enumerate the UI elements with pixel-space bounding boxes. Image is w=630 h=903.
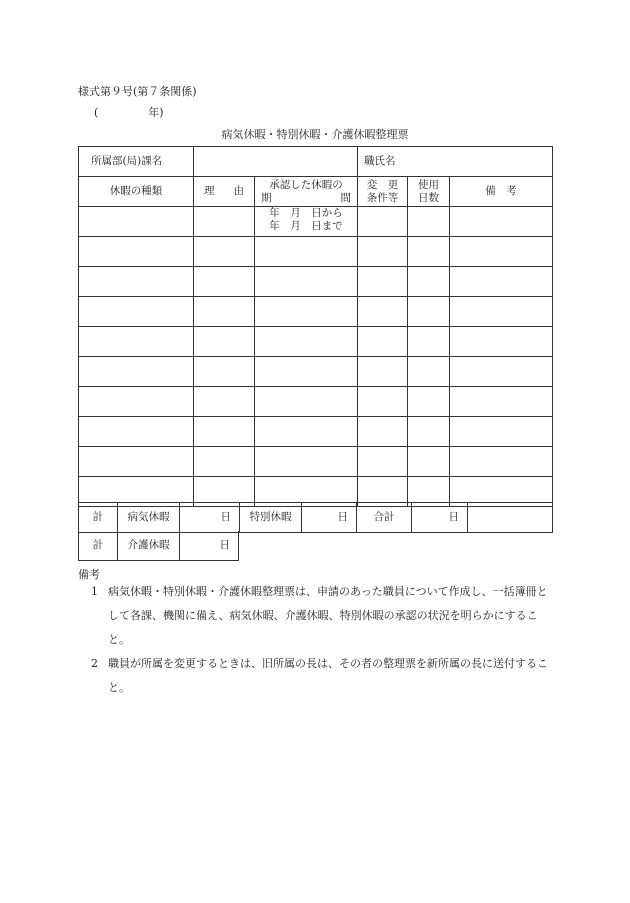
remarks-cell[interactable] [450, 237, 553, 267]
remarks-cell[interactable] [450, 387, 553, 417]
days-cell[interactable] [408, 267, 450, 297]
totals-row-2 [79, 531, 239, 561]
care-leave-days[interactable]: 日 [180, 531, 239, 561]
kind-cell[interactable] [79, 417, 194, 447]
col-remarks-header: 備 考 [450, 177, 553, 207]
year-open: ( [94, 106, 99, 119]
reason-cell[interactable] [194, 447, 255, 477]
table-row [79, 417, 553, 447]
period-cell[interactable] [255, 447, 358, 477]
table-row [79, 447, 553, 477]
col-kind-header: 休暇の種類 [79, 177, 194, 207]
change-header-line2: 条件等 [366, 191, 399, 204]
year-close: 年) [148, 106, 164, 119]
totals-blank[interactable] [468, 503, 553, 533]
period-header-line1: 承認した休暇の [269, 178, 343, 191]
form-number: 様式第９号(第７条関係) [78, 85, 197, 98]
totals-row-1 [79, 503, 553, 533]
note-number: 1 [91, 585, 98, 598]
change-cell[interactable] [358, 297, 408, 327]
kind-cell[interactable] [79, 207, 194, 237]
kind-cell[interactable] [79, 327, 194, 357]
days-header-line1: 使用 [418, 178, 439, 191]
remarks-cell[interactable] [450, 447, 553, 477]
care-leave-label: 介護休暇 [118, 531, 180, 561]
note-number: 2 [91, 657, 98, 670]
reason-cell[interactable] [194, 207, 255, 237]
period-char-1: 期 [261, 191, 272, 204]
sick-leave-days[interactable]: 日 [180, 503, 240, 533]
note-text: 職員が所属を変更するときは、旧所属の長は、その者の整理票を新所属の長に送付すること。 [108, 657, 548, 694]
col-change-header [358, 177, 408, 207]
remarks-cell[interactable] [450, 417, 553, 447]
table-row [79, 267, 553, 297]
period-from: 年 月 日から [269, 207, 343, 219]
change-cell[interactable] [358, 327, 408, 357]
reason-cell[interactable] [194, 297, 255, 327]
table-row [79, 357, 553, 387]
total-label: 合計 [357, 503, 412, 533]
reason-char-2: 由 [233, 185, 244, 197]
kind-cell[interactable] [79, 387, 194, 417]
days-cell[interactable] [408, 207, 450, 237]
kind-cell[interactable] [79, 267, 194, 297]
days-cell[interactable] [408, 417, 450, 447]
special-leave-days[interactable]: 日 [302, 503, 357, 533]
change-cell[interactable] [358, 207, 408, 237]
sick-leave-label: 病気休暇 [118, 503, 180, 533]
totals-table [78, 502, 553, 533]
remarks-cell[interactable] [450, 267, 553, 297]
table-row [79, 327, 553, 357]
special-leave-label: 特別休暇 [240, 503, 302, 533]
dept-label: 所属部(局)課名 [79, 147, 194, 177]
period-cell[interactable] [255, 417, 358, 447]
reason-cell[interactable] [194, 387, 255, 417]
care-totals-table [78, 531, 239, 561]
year-line [94, 104, 164, 120]
name-label: 職氏名 [364, 155, 396, 167]
note-text: 病気休暇・特別休暇・介護休暇整理票は、申請のあった職員について作成し、一括簿冊として各課、機関に備え、病気休暇、介護休暇、特別休暇の承認の状況を明らかにすること。 [108, 585, 548, 646]
kind-cell[interactable] [79, 237, 194, 267]
period-cell[interactable] [255, 297, 358, 327]
col-reason-header [194, 177, 255, 207]
col-period-header [255, 177, 358, 207]
period-cell[interactable] [255, 237, 358, 267]
days-cell[interactable] [408, 387, 450, 417]
days-cell[interactable] [408, 357, 450, 387]
change-cell[interactable] [358, 267, 408, 297]
change-cell[interactable] [358, 417, 408, 447]
form-title: 病気休暇・特別休暇・介護休暇整理票 [221, 128, 409, 141]
change-header-line1: 変 更 [366, 178, 399, 191]
remarks-cell[interactable] [450, 297, 553, 327]
change-cell[interactable] [358, 387, 408, 417]
kind-cell[interactable] [79, 357, 194, 387]
table-row [79, 237, 553, 267]
kind-cell[interactable] [79, 447, 194, 477]
period-cell[interactable] [255, 267, 358, 297]
reason-cell[interactable] [194, 237, 255, 267]
dept-value-cell[interactable] [194, 147, 358, 177]
days-cell[interactable] [408, 297, 450, 327]
note-item [78, 580, 553, 652]
period-cell[interactable] [255, 327, 358, 357]
reason-cell[interactable] [194, 357, 255, 387]
leave-record-table [78, 146, 553, 507]
reason-cell[interactable] [194, 417, 255, 447]
change-cell[interactable] [358, 237, 408, 267]
col-days-header [408, 177, 450, 207]
period-cell[interactable] [255, 357, 358, 387]
change-cell[interactable] [358, 357, 408, 387]
note-item [78, 652, 553, 700]
period-cell[interactable] [255, 207, 358, 237]
change-cell[interactable] [358, 447, 408, 477]
days-cell[interactable] [408, 237, 450, 267]
days-header-line2: 日数 [418, 191, 439, 204]
reason-cell[interactable] [194, 327, 255, 357]
kei-label: 計 [79, 503, 118, 533]
days-cell[interactable] [408, 327, 450, 357]
name-cell[interactable] [358, 147, 553, 177]
total-days[interactable]: 日 [412, 503, 468, 533]
kind-cell[interactable] [79, 297, 194, 327]
remarks-cell[interactable] [450, 207, 553, 237]
days-cell[interactable] [408, 447, 450, 477]
period-cell[interactable] [255, 387, 358, 417]
period-to: 年 月 日まで [269, 220, 343, 232]
notes-heading: 備考 [78, 568, 100, 581]
remarks-cell[interactable] [450, 357, 553, 387]
table-row [79, 207, 553, 237]
reason-cell[interactable] [194, 267, 255, 297]
kei-label: 計 [79, 531, 118, 561]
period-char-2: 間 [340, 191, 351, 204]
reason-char-1: 理 [204, 185, 215, 197]
table-row [79, 387, 553, 417]
remarks-cell[interactable] [450, 327, 553, 357]
table-row [79, 297, 553, 327]
